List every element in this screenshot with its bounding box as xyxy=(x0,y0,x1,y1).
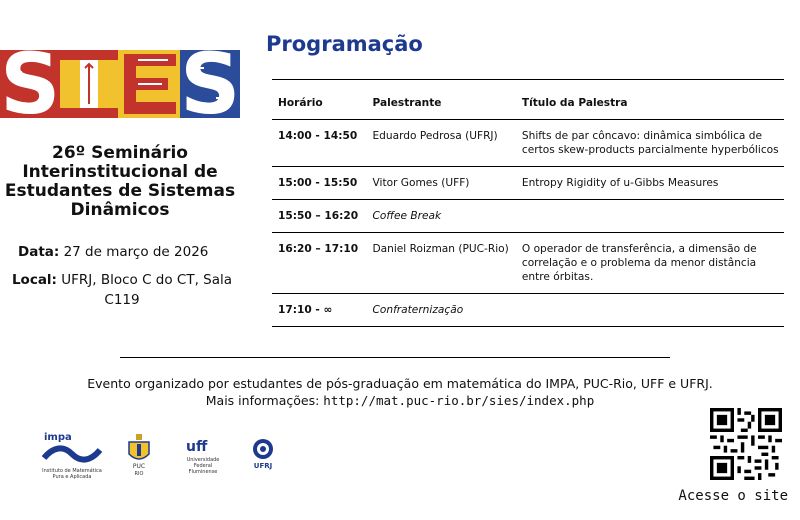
row-speaker: Eduardo Pedrosa (UFRJ) xyxy=(372,120,521,167)
logo-letter-s1: S xyxy=(0,50,60,118)
uff-logo xyxy=(186,440,220,480)
row-title xyxy=(522,200,784,233)
logo-e-shape xyxy=(118,50,180,118)
seminar-title-line: 26º Seminário xyxy=(52,143,188,163)
local-label: Local: xyxy=(11,272,57,288)
column-header-title: Título da Palestra xyxy=(522,80,784,120)
puc-crest-icon xyxy=(126,434,152,464)
logo-arrows-1 xyxy=(0,50,60,118)
row-speaker: Daniel Roizman (PUC-Rio) xyxy=(372,233,521,294)
organized-text: Evento organizado por estudantes de pós-graduação em matemática do IMPA, PUC-Rio, UFF e UFRJ. xyxy=(87,376,713,391)
logo-arrows-2 xyxy=(180,50,240,118)
table-row xyxy=(272,167,784,200)
table-row xyxy=(272,294,784,327)
table-row xyxy=(272,120,784,167)
impa-wave-icon xyxy=(42,444,102,466)
sies-logo xyxy=(0,50,240,118)
table-row xyxy=(272,233,784,294)
ufrj-logo xyxy=(250,438,276,474)
row-title: Shifts de par côncavo: dinâmica simbólica de certos skew-products parcialmente hyperbólicos xyxy=(522,120,784,167)
row-title: Entropy Rigidity of u-Gibbs Measures xyxy=(522,167,784,200)
seminar-title-line: Interinstitucional de xyxy=(22,162,218,182)
seminar-title-line: Dinâmicos xyxy=(70,200,170,220)
impa-caption: Instituto de Matemática Pura e Aplicada xyxy=(42,468,102,480)
more-info-line xyxy=(0,392,800,409)
schedule-table xyxy=(272,79,784,327)
logo-letter-s2: S xyxy=(180,50,240,118)
logo-i-shape xyxy=(60,50,118,118)
puc-caption: RIO xyxy=(134,471,144,477)
uff-caption: Universidade Federal Fluminense xyxy=(186,457,220,475)
uff-wordmark: uff xyxy=(186,439,208,455)
row-time: 17:10 - ∞ xyxy=(272,294,372,327)
local-value: UFRJ, Bloco C do CT, Sala C119 xyxy=(61,272,233,308)
column-header-speaker: Palestrante xyxy=(372,80,521,120)
date-line xyxy=(18,242,240,262)
row-speaker: Confraternização xyxy=(372,294,521,327)
row-time: 14:00 - 14:50 xyxy=(272,120,372,167)
row-time: 15:50 – 16:20 xyxy=(272,200,372,233)
site-link[interactable]: http://mat.puc-rio.br/sies/index.php xyxy=(323,393,595,408)
ufrj-crest-icon xyxy=(251,438,275,460)
row-time: 15:00 - 15:50 xyxy=(272,167,372,200)
qr-code-icon[interactable] xyxy=(710,408,782,480)
logo-letter-i xyxy=(60,50,118,118)
date-label: Data: xyxy=(18,244,60,260)
footer-divider xyxy=(120,357,670,358)
seminar-title-line: Estudantes de Sistemas xyxy=(4,181,236,201)
row-title: O operador de transferência, a dimensão de correlação e o problema da menor distância entre órbitas. xyxy=(522,233,784,294)
more-info-label: Mais informações: xyxy=(205,393,320,408)
seminar-title xyxy=(0,144,240,220)
impa-logo xyxy=(40,432,104,482)
puc-wordmark: PUC xyxy=(132,463,146,470)
impa-wordmark: impa xyxy=(44,432,72,443)
row-speaker: Vitor Gomes (UFF) xyxy=(372,167,521,200)
table-header-row xyxy=(272,80,784,120)
access-site-label: Acesse o site xyxy=(678,488,788,504)
row-time: 16:20 – 17:10 xyxy=(272,233,372,294)
program-heading: Programação xyxy=(266,32,423,56)
local-line xyxy=(4,270,240,310)
table-row xyxy=(272,200,784,233)
ufrj-wordmark: UFRJ xyxy=(253,462,273,470)
column-header-time: Horário xyxy=(272,80,372,120)
row-speaker: Coffee Break xyxy=(372,200,521,233)
puc-logo xyxy=(126,434,152,480)
row-title xyxy=(522,294,784,327)
logo-letter-e xyxy=(118,50,180,118)
date-value: 27 de março de 2026 xyxy=(63,244,209,260)
